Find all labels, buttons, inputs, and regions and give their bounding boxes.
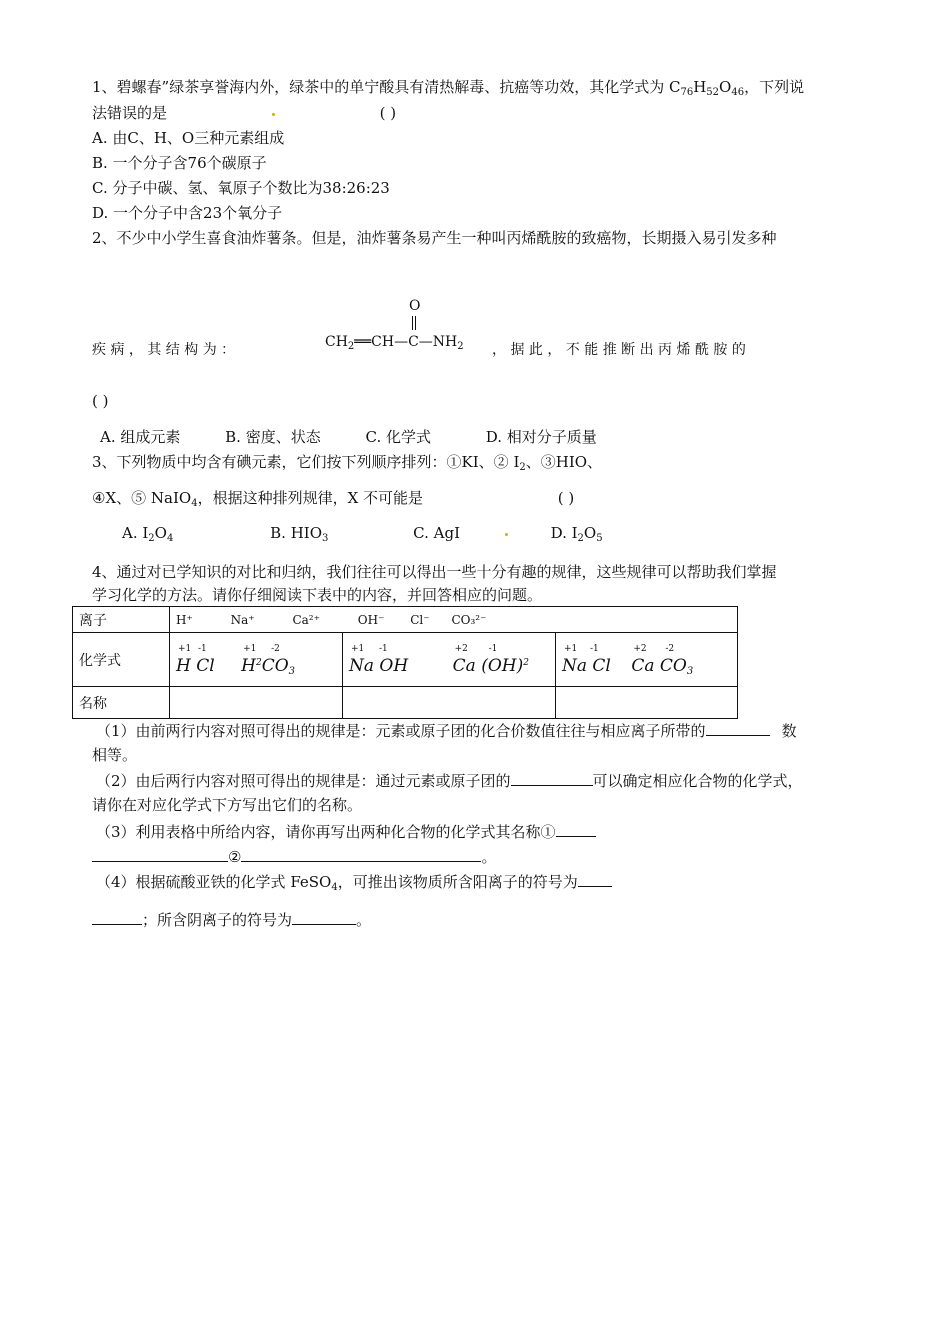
q1-answer-paren: ( )	[379, 104, 397, 122]
q4-p1	[96, 720, 797, 741]
formula-cell-salts	[556, 633, 738, 687]
q4-p2	[96, 770, 803, 791]
q1-option-a: A. 由C、H、O三种元素组成	[92, 129, 285, 147]
q3-answer-paren: ( )	[557, 489, 575, 507]
structure-chain	[325, 334, 464, 350]
ion-co3: CO₃²⁻	[451, 612, 487, 627]
structure-nh2-sub: 2	[457, 341, 464, 352]
answer-blank-2[interactable]	[511, 770, 593, 786]
q4-p3-end: 。	[481, 848, 497, 866]
q2-line2-a: 疾 病 ， 其 结 构 为 ：	[92, 342, 236, 358]
ion-ca: Ca²⁺	[292, 612, 320, 627]
formula-cell-bases	[343, 633, 556, 687]
c-subscript: 76	[680, 87, 694, 98]
o-symbol: O	[719, 78, 732, 96]
q2-line1: 2、不少中小学生喜食油炸薯条。但是，油炸薯条易产生一种叫丙烯酰胺的致癌物，长期摄入易引发多种	[92, 229, 777, 247]
feso4-subscript: 4	[331, 882, 338, 893]
structure-ch2-sub: 2	[347, 341, 355, 352]
structure-backbone: ══CH—C—NH	[354, 334, 458, 350]
ion-row	[73, 607, 738, 633]
answer-blank-3c[interactable]	[241, 846, 481, 862]
q3-line1	[92, 452, 602, 472]
ion-na: Na⁺	[230, 612, 255, 627]
q4-p2-tail: 可以确定相应化合物的化学式，	[592, 772, 803, 790]
formula-nacl: +1 -1 Na Cl	[562, 643, 611, 676]
q4-p4-mid: ，可推出该物质所含阳离子的符号为	[337, 873, 578, 891]
structure-oxygen: O	[409, 298, 421, 314]
row-label-formula: 化学式	[73, 633, 170, 687]
q4-p1-tail: 数	[781, 722, 797, 740]
q2-option-a: A. 组成元素	[100, 428, 181, 446]
formula-hcl: +1 -1 H Cl	[176, 643, 215, 676]
formula-cell-acids	[170, 633, 343, 687]
name-cell-2[interactable]	[343, 687, 556, 719]
name-cell-3[interactable]	[556, 687, 738, 719]
q4-p4-end: 。	[356, 911, 372, 929]
row-label-ion: 离子	[73, 607, 170, 633]
q4-p4	[96, 871, 612, 892]
structure-double-bond	[412, 316, 414, 330]
q3-text-2: ④X、⑤ NaIO	[92, 489, 192, 507]
q1-stem-end: 法错误的是	[92, 104, 168, 122]
q1-text-tail: ，下列说	[744, 78, 805, 96]
q3-text: 3、下列物质中均含有碘元素，它们按下列顺序排列：①KI、② I	[92, 453, 520, 471]
mark-dot	[505, 533, 508, 536]
formula-caoh2: +2 -1 Ca (OH)$^2$	[452, 643, 529, 676]
q4-p2-cont: 请你在对应化学式下方写出它们的名称。	[92, 796, 363, 814]
q1-option-d: D. 一个分子中含23个氧分子	[92, 204, 283, 222]
formula-row	[73, 633, 738, 687]
name-cell-1[interactable]	[170, 687, 343, 719]
mark-dot	[272, 113, 275, 116]
q4-p3	[96, 821, 596, 842]
q4-p2-text: （2）由后两行内容对照可得出的规律是：通过元素或原子团的	[96, 772, 511, 790]
q4-line2: 学习化学的方法。请你仔细阅读下表中的内容，并回答相应的问题。	[92, 586, 543, 604]
row-label-name: 名称	[73, 687, 170, 719]
formula-naoh: +1 -1 Na OH	[349, 643, 409, 676]
answer-blank-4b[interactable]	[92, 909, 142, 925]
answer-blank-3b[interactable]	[92, 846, 228, 862]
formula-h2co3: +1 -2 $H^2CO_3$	[241, 643, 296, 677]
q3-option-c: C. AgI	[413, 524, 461, 542]
q2-line2-b: ， 据 此 ， 不 能 推 断 出 丙 烯 酰 胺 的	[492, 342, 746, 358]
formula-caco3: +2 -2 Ca $CO_3$	[631, 643, 694, 677]
q4-p4-text: （4）根据硫酸亚铁的化学式 FeSO	[96, 873, 332, 891]
q3-line2	[92, 488, 574, 508]
q4-p4-line2	[92, 909, 371, 930]
q2-option-c: C. 化学式	[365, 428, 431, 446]
q1-option-b: B. 一个分子含76个碳原子	[92, 154, 267, 172]
ion-table	[72, 606, 738, 719]
structure-double-bond-2	[415, 316, 417, 330]
q4-line1: 4、通过对已学知识的对比和归纳，我们往往可以得出一些十分有趣的规律，这些规律可以帮助我们掌握	[92, 563, 777, 581]
q1-line1	[92, 77, 804, 97]
q2-option-b: B. 密度、状态	[225, 428, 321, 446]
q2-answer-paren: ( )	[92, 392, 109, 410]
acrylamide-structure	[325, 296, 485, 360]
q1-option-c: C. 分子中碳、氢、氧原子个数比为38:26:23	[92, 179, 390, 197]
q2-option-d: D. 相对分子质量	[485, 428, 597, 446]
q3-options	[122, 523, 603, 543]
structure-ch2: CH	[325, 334, 348, 350]
ion-oh: OH⁻	[357, 612, 385, 627]
q2-options	[100, 427, 597, 447]
answer-blank-4a[interactable]	[578, 871, 612, 887]
q1-text: 1、碧螺春”绿茶享誉海内外，绿茶中的单宁酸具有清热解毒、抗癌等功效，其化学式为 C	[92, 78, 681, 96]
h-subscript: 52	[706, 87, 720, 98]
q4-p1-cont: 相等。	[92, 746, 138, 764]
q3-text-2-tail: ，根据这种排列规律，X 不可能是	[197, 489, 424, 507]
q1-line2	[92, 103, 396, 123]
i2-subscript: 2	[519, 462, 526, 473]
q3-option-b: B. $HIO_3$	[270, 524, 329, 544]
o-subscript: 46	[731, 87, 745, 98]
ion-list	[170, 607, 738, 633]
q4-p4-anion-text: ；所含阴离子的符号为	[142, 911, 293, 929]
q4-p3-text: （3）利用表格中所给内容，请你再写出两种化合物的化学式其名称①	[96, 823, 556, 841]
naio4-subscript: 4	[191, 498, 198, 509]
q3-option-d: D. $I_2O_5$	[550, 524, 603, 544]
name-row	[73, 687, 738, 719]
q3-text-tail: 、③HIO、	[525, 453, 603, 471]
h-symbol: H	[693, 78, 707, 96]
answer-blank-1[interactable]	[706, 720, 770, 736]
answer-blank-4c[interactable]	[292, 909, 356, 925]
ion-h: H⁺	[176, 612, 193, 627]
circle-2-label: ②	[228, 848, 242, 866]
q4-p1-text: （1）由前两行内容对照可得出的规律是：元素或原子团的化合价数值往往与相应离子所带的	[96, 722, 706, 740]
q3-option-a: A. $I_2O_4$	[122, 524, 174, 544]
q4-p3-line2	[92, 846, 496, 867]
ion-cl: Cl⁻	[410, 612, 430, 627]
answer-blank-3a[interactable]	[556, 821, 596, 837]
